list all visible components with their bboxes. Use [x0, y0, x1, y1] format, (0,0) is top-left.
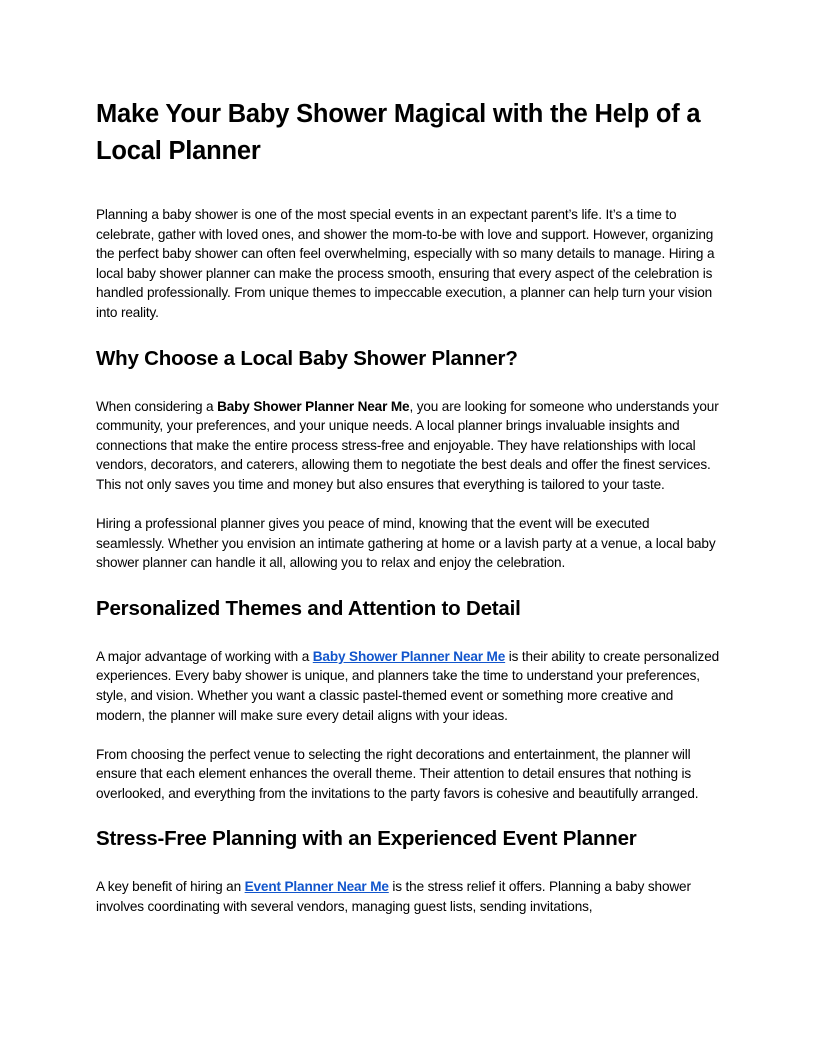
- why-choose-paragraph-1: [96, 397, 720, 495]
- text-run: A key benefit of hiring an: [96, 879, 245, 895]
- section-heading-stress-free: Stress-Free Planning with an Experienced Event Planner: [96, 827, 637, 851]
- page-title: Make Your Baby Shower Magical with the Help of a Local Planner: [96, 100, 701, 165]
- text-run: A major advantage of working with a: [96, 648, 313, 664]
- stress-free-paragraph-1: [96, 877, 720, 916]
- baby-shower-planner-link[interactable]: Baby Shower Planner Near Me: [312, 648, 506, 664]
- themes-paragraph-2: From choosing the perfect venue to selecting the right decorations and entertainment, the planner will ensure that each element enhances the overall theme. Their attention to detail ensures that nothing is overlooked, and everything from the invitations to the party favors is cohesive and beautifully arranged.: [96, 746, 699, 801]
- document-page: [96, 96, 720, 917]
- intro-paragraph: Planning a baby shower is one of the most special events in an expectant parent’s life. It’s a time to celebrate, gather with loved ones, and shower the mom-to-be with love and support. However, organizing the perfect baby shower can often feel overwhelming, especially with so many details to manage. Hiring a local baby shower planner can make the process smooth, ensuring that every aspect of the celebration is handled professionally. From unique themes to impeccable execution, a planner can help turn your vision into reality.: [96, 207, 715, 320]
- themes-paragraph-1: [96, 647, 720, 725]
- text-run: When considering a: [96, 398, 218, 414]
- section-heading-personalized-themes: Personalized Themes and Attention to Detail: [96, 596, 521, 620]
- event-planner-link[interactable]: Event Planner Near Me: [244, 879, 389, 895]
- text-run: is the stress relief it offers. Planning a baby shower involves coordinating with several vendors, managing guest lists, sending invitations,: [96, 879, 691, 915]
- why-choose-paragraph-2: Hiring a professional planner gives you peace of mind, knowing that the event will be executed seamlessly. Whether you envision an intimate gathering at home or a lavish party at a venue, a local baby shower planner can handle it all, allowing you to relax and enjoy the celebration.: [96, 516, 716, 571]
- bold-keyword: Baby Shower Planner Near Me: [217, 398, 410, 414]
- text-run: is their ability to create personalized experiences. Every baby shower is unique, and planners take the time to understand your preferences, style, and vision. Whether you want a classic pastel-themed event or something more creative and modern, the planner will make sure every detail aligns with your ideas.: [96, 648, 720, 723]
- text-run: , you are looking for someone who understands your community, your preferences, and your unique needs. A local planner brings invaluable insights and connections that make the entire process stress-free and enjoyable. They have relationships with local vendors, decorators, and caterers, allowing them to negotiate the best deals and offer the finest services. This not only saves you time and money but also ensures that everything is tailored to your taste.: [96, 398, 719, 492]
- section-heading-why-choose: Why Choose a Local Baby Shower Planner?: [96, 346, 518, 370]
